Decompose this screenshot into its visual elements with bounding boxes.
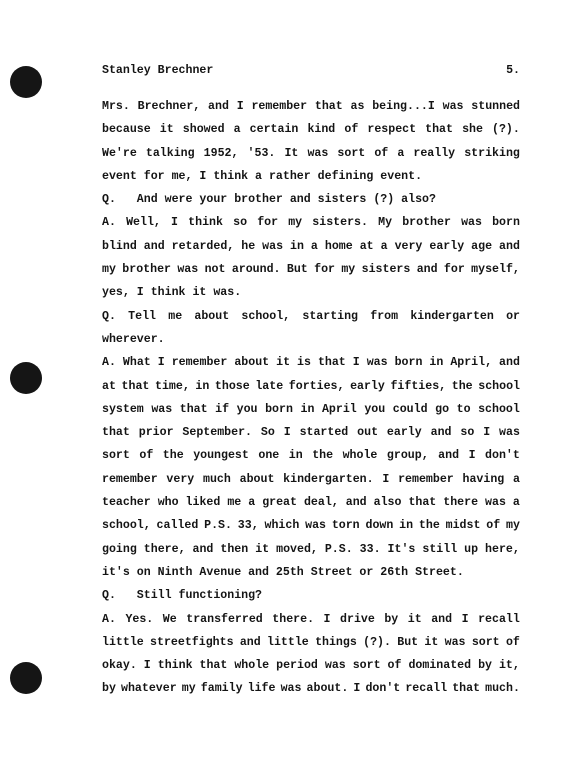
binder-hole-bottom bbox=[10, 662, 42, 694]
transcript-line: A. Well, I think so for my sisters. My brother was born bbox=[102, 216, 520, 230]
transcript-line: blind and retarded, he was in a home at a very early age and bbox=[102, 239, 520, 253]
transcript-body bbox=[102, 95, 520, 701]
transcript-line: event for me, I think a rather defining event. bbox=[102, 169, 423, 183]
transcript-line: because it showed a certain kind of respect that she (?). bbox=[102, 123, 520, 137]
transcript-line: little streetfights and little things (?). But it was sort of bbox=[102, 635, 520, 649]
page-number: 5. bbox=[506, 64, 520, 77]
transcript-line: A. Yes. We transferred there. I drive by it and I recall bbox=[102, 612, 520, 626]
header-name: Stanley Brechner bbox=[102, 64, 214, 77]
transcript-line: school, called P.S. 33, which was torn down in the midst of my bbox=[102, 519, 520, 533]
transcript-line: sort of the youngest one in the whole group, and I don't bbox=[102, 449, 520, 463]
transcript-line: Q. And were your brother and sisters (?) also? bbox=[102, 193, 436, 207]
transcript-line: wherever. bbox=[102, 332, 165, 346]
transcript-line: it's on Ninth Avenue and 25th Street or 26th Street. bbox=[102, 565, 464, 579]
transcript-line: We're talking 1952, '53. It was sort of a really striking bbox=[102, 146, 520, 160]
binder-hole-top bbox=[10, 66, 42, 98]
transcript-line: remember very much about kindergarten. I remember having a bbox=[102, 472, 520, 486]
transcript-line: yes, I think it was. bbox=[102, 286, 242, 300]
transcript-line: my brother was not around. But for my sisters and for myself, bbox=[102, 263, 520, 277]
transcript-line: Mrs. Brechner, and I remember that as being...I was stunned bbox=[102, 100, 520, 113]
transcript-line: Q. Tell me about school, starting from kindergarten or bbox=[102, 309, 520, 323]
transcript-line: teacher who liked me a great deal, and also that there was a bbox=[102, 496, 520, 510]
binder-hole-middle bbox=[10, 362, 42, 394]
transcript-line: at that time, in those late forties, early fifties, the school bbox=[102, 379, 520, 393]
page-header bbox=[102, 64, 520, 84]
transcript-line: system was that if you born in April you could go to school bbox=[102, 402, 520, 416]
transcript-line: A. What I remember about it is that I was born in April, and bbox=[102, 356, 520, 370]
transcript-line: going there, and then it moved, P.S. 33. It's still up here, bbox=[102, 542, 520, 556]
transcript-line: that prior September. So I started out early and so I was bbox=[102, 426, 520, 440]
transcript-line: Q. Still functioning? bbox=[102, 589, 263, 603]
transcript-line: okay. I think that whole period was sort of dominated by it, bbox=[102, 659, 520, 673]
transcript-line: by whatever my family life was about. I don't recall that much. bbox=[102, 682, 520, 696]
